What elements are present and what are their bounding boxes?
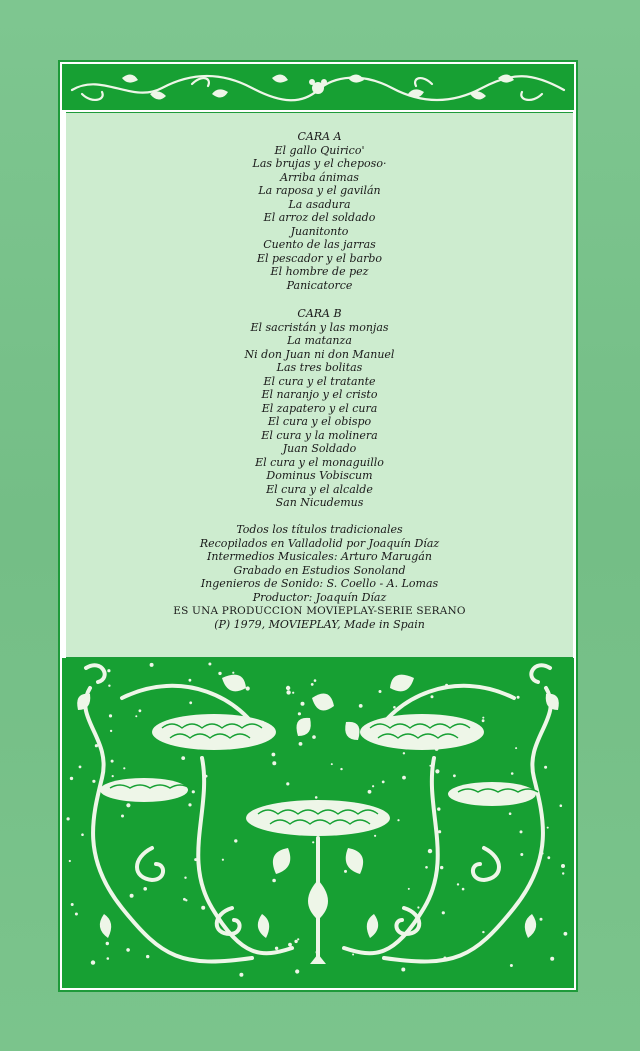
speckle-dot: [75, 913, 78, 916]
speckle-dot: [239, 973, 243, 977]
speckle-dot: [189, 701, 192, 704]
speckle-dot: [564, 932, 568, 936]
speckle-dot: [139, 709, 142, 712]
speckle-dot: [403, 752, 405, 754]
speckle-dot: [359, 704, 363, 708]
speckle-dot: [288, 943, 292, 947]
speckle-dot: [547, 856, 550, 859]
speckle-dot: [435, 769, 439, 773]
speckle-dot: [286, 686, 290, 690]
speckle-dot: [232, 672, 234, 674]
speckle-dot: [540, 918, 543, 921]
speckle-dot: [218, 672, 221, 675]
list-item: Ni don Juan ni don Manuel: [244, 347, 395, 361]
speckle-dot: [183, 898, 186, 901]
speckle-dot: [286, 690, 290, 694]
speckle-dot: [431, 695, 434, 698]
speckle-dot: [440, 866, 443, 869]
speckle-dot: [107, 669, 110, 672]
credit-line: Todos los títulos tradicionales: [236, 523, 403, 536]
speckle-dot: [126, 948, 130, 952]
speckle-dot: [192, 790, 195, 793]
speckle-dot: [109, 714, 112, 717]
list-item: El naranjo y el cristo: [261, 388, 378, 401]
speckle-dot: [382, 781, 385, 784]
speckle-dot: [272, 879, 276, 883]
speckle-dot: [111, 760, 114, 763]
speckle-dot: [520, 853, 523, 856]
top-ornament-band: [62, 64, 574, 110]
speckle-dot: [70, 777, 73, 780]
vine-leaf-border-icon: [62, 64, 574, 110]
speckle-dot: [340, 768, 342, 770]
credit-line: Productor: Joaquín Díaz: [252, 590, 387, 604]
list-item: Dominus Vobiscum: [266, 469, 373, 482]
credit-line: Recopilados en Valladolid por Joaquín Díaz: [199, 536, 440, 550]
list-item: El sacristán y las monjas: [250, 320, 389, 334]
speckle-dot: [457, 883, 459, 885]
speckle-dot: [509, 812, 512, 815]
speckle-dot: [143, 887, 147, 891]
speckle-dot: [482, 931, 484, 933]
speckle-dot: [150, 663, 154, 667]
speckle-dot: [292, 692, 294, 694]
speckle-dot: [189, 679, 192, 682]
speckle-dot: [344, 870, 347, 873]
list-item: San Nicudemus: [275, 496, 364, 509]
speckle-dot: [234, 839, 237, 842]
list-item: Las brujas y el cheposo·: [252, 157, 387, 170]
speckle-dot: [298, 712, 301, 715]
speckle-dot: [408, 888, 410, 890]
speckle-dot: [135, 715, 137, 717]
speckle-dot: [562, 872, 564, 874]
list-item: El cura y el monaguillo: [255, 455, 384, 469]
speckle-dot: [123, 767, 125, 769]
speckle-dot: [417, 906, 419, 908]
production-line: ES UNA PRODUCCION MOVIEPLAY-SERIE SERANO: [173, 604, 466, 617]
speckle-dot: [517, 696, 520, 699]
speckle-dot: [92, 780, 95, 783]
speckle-dot: [442, 911, 445, 914]
speckle-dot: [482, 719, 485, 722]
speckle-dot: [110, 730, 112, 732]
list-item: El gallo Quirico': [274, 143, 365, 157]
speckle-dot: [520, 830, 523, 833]
list-item: La raposa y el gavilán: [258, 184, 381, 197]
speckle-dot: [515, 747, 517, 749]
speckle-dot: [299, 742, 303, 746]
speckle-dot: [393, 706, 396, 709]
speckle-dot: [295, 969, 299, 973]
side-a-heading: CARA A: [297, 130, 342, 143]
speckle-dot: [331, 763, 333, 765]
speckle-dot: [314, 679, 317, 682]
credit-line: Intermedios Musicales: Arturo Marugán: [207, 550, 432, 564]
speckle-dot: [560, 804, 563, 807]
side-b-heading: CARA B: [297, 307, 342, 320]
speckle-dot: [126, 803, 130, 807]
speckle-dot: [352, 954, 354, 956]
speckle-dot: [438, 830, 441, 833]
list-item: Las tres bolitas: [276, 361, 363, 374]
speckle-dot: [544, 766, 547, 769]
speckle-dot: [301, 702, 305, 706]
speckle-dot: [428, 849, 432, 853]
speckle-dot: [312, 735, 316, 739]
speckle-dot: [311, 683, 314, 686]
speckle-dot: [550, 957, 554, 961]
speckle-dot: [315, 796, 318, 799]
list-item: La matanza: [287, 334, 352, 347]
speckle-dot: [286, 782, 289, 785]
list-item: El cura y el alcalde: [266, 482, 373, 496]
speckle-dot: [146, 955, 149, 958]
speckle-dot: [222, 859, 224, 861]
speckle-dot: [510, 964, 513, 967]
floral-vine-illustration-icon: [62, 658, 574, 988]
list-item: Cuento de las jarras: [263, 238, 376, 251]
list-item: El arroz del soldado: [263, 211, 376, 224]
track-listing-panel: [66, 112, 573, 659]
speckle-dot: [402, 776, 406, 780]
speckle-dot: [453, 774, 456, 777]
speckle-dot: [482, 717, 484, 719]
list-item: Panicatorce: [286, 278, 353, 292]
speckle-dot: [547, 827, 549, 829]
list-item: El hombre de pez: [270, 265, 369, 278]
copyright-line: (P) 1979, MOVIEPLAY, Made in Spain: [214, 618, 425, 632]
list-item: Juanitonto: [290, 224, 349, 238]
speckle-dot: [272, 761, 276, 765]
credits-list: [66, 523, 573, 632]
list-item: El pescador y el barbo: [256, 251, 383, 265]
side-a-track-list: [66, 144, 573, 293]
speckle-dot: [379, 690, 382, 693]
speckle-dot: [184, 877, 186, 879]
list-item: El cura y la molinera: [261, 428, 378, 442]
speckle-dot: [246, 686, 250, 690]
list-item: Juan Soldado: [282, 442, 357, 455]
speckle-dot: [130, 894, 134, 898]
speckle-dot: [208, 663, 211, 666]
speckle-dot: [108, 685, 110, 687]
speckle-dot: [368, 790, 372, 794]
side-b-track-list: [66, 321, 573, 510]
speckle-dot: [275, 947, 278, 950]
speckle-dot: [294, 940, 297, 943]
speckle-dot: [112, 775, 114, 777]
speckle-dot: [106, 942, 109, 945]
speckle-dot: [79, 766, 82, 769]
speckle-dot: [511, 772, 514, 775]
list-item: Arriba ánimas: [280, 170, 359, 184]
credit-line: Ingenieros de Sonido: S. Coello - A. Lomas: [200, 577, 439, 591]
speckle-dot: [401, 968, 405, 972]
list-item: El cura y el tratante: [263, 374, 376, 388]
list-item: El cura y el obispo: [267, 415, 372, 428]
speckle-dot: [312, 841, 314, 843]
speckle-dot: [67, 817, 70, 820]
speckle-dot: [437, 807, 440, 810]
speckle-dot: [297, 938, 299, 940]
speckle-dot: [462, 888, 465, 891]
speckle-dot: [374, 835, 376, 837]
list-item: El zapatero y el cura: [261, 401, 378, 415]
speckle-dot: [91, 960, 95, 964]
credit-line: Grabado en Estudios Sonoland: [233, 563, 406, 577]
speckle-dot: [201, 906, 205, 910]
speckle-dot: [181, 756, 185, 760]
speckle-dot: [69, 860, 71, 862]
speckle-dot: [425, 866, 428, 869]
speckle-dot: [121, 815, 124, 818]
bottom-ornament-band: [62, 658, 574, 988]
speckle-dot: [397, 819, 399, 821]
speckle-dot: [372, 785, 374, 787]
speckle-dot: [561, 864, 565, 868]
speckle-dot: [107, 957, 110, 960]
speckle-dot: [71, 903, 74, 906]
speckle-dot: [272, 753, 276, 757]
speckle-dot: [81, 833, 84, 836]
list-item: La asadura: [288, 197, 351, 211]
speckle-dot: [188, 803, 191, 806]
